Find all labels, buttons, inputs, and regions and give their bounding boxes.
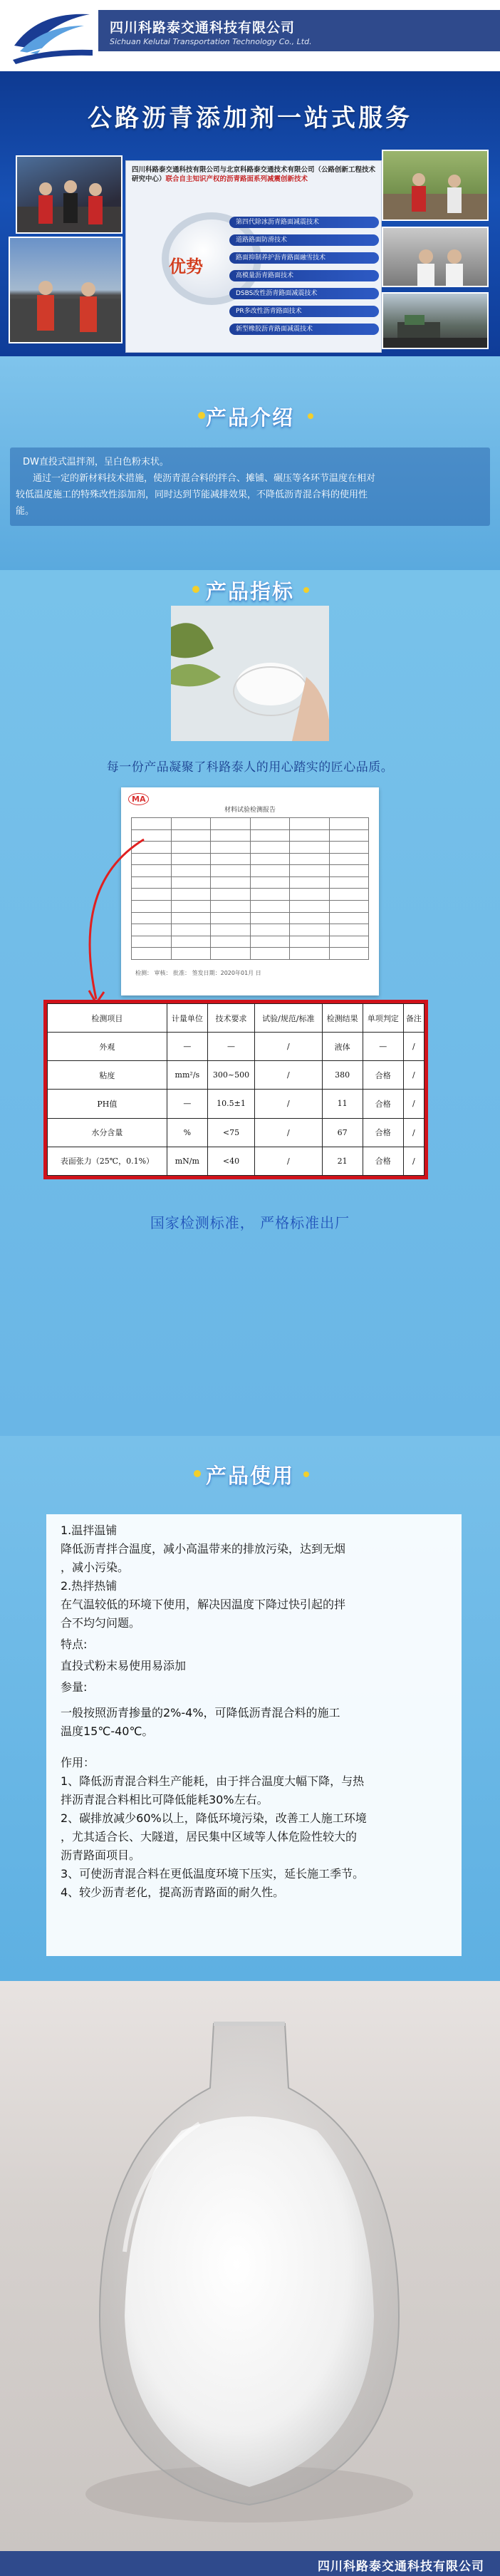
table-row (48, 1033, 425, 1061)
table-cell: 合格 (363, 1090, 403, 1118)
table-cell: / (255, 1118, 322, 1147)
technology-item: 道路路面防滑技术 (229, 234, 379, 246)
technology-item: 第四代除冰沥青路面减震技术 (229, 217, 379, 228)
table-cell: / (403, 1118, 424, 1147)
intro-line: 能。 (16, 506, 35, 517)
product-spec-section (0, 570, 500, 1436)
table-cell: — (363, 1033, 403, 1061)
usage-line: 参量: (61, 1680, 88, 1694)
table-header-cell: 计量单位 (167, 1004, 207, 1033)
usage-line: 4、较少沥青老化，提高沥青路面的耐久性。 (61, 1886, 285, 1899)
technology-item: PR多改性沥青路面技术 (229, 306, 379, 317)
intro-text-box (10, 448, 490, 526)
product-jar-photo (0, 1981, 500, 2551)
usage-text-box (46, 1514, 462, 1956)
technology-item: 新型橡胶沥青路面减震技术 (229, 324, 379, 335)
table-cell: / (255, 1061, 322, 1090)
usage-line: 在气温较低的环境下使用，解决因温度下降过快引起的拌 (61, 1598, 346, 1611)
table-cell: 表面张力（25℃，0.1%） (48, 1147, 167, 1175)
table-cell: — (167, 1033, 207, 1061)
table-cell: 67 (322, 1118, 363, 1147)
technology-item: 路面抑制养护沥青路面融雪技术 (229, 252, 379, 264)
product-intro-section (0, 356, 500, 570)
intro-line: 通过一定的新材料技术措施，使沥青混合料的拌合、摊铺、碾压等各环节温度在相对 (33, 473, 376, 484)
table-cell: / (255, 1147, 322, 1175)
table-cell: 合格 (363, 1147, 403, 1175)
spec-table-frame (43, 1000, 428, 1179)
table-cell: / (403, 1147, 424, 1175)
table-cell: 合格 (363, 1118, 403, 1147)
hero-photo-road (382, 292, 489, 349)
card-title: 四川科路泰交通科技有限公司与北京科路泰交通技术有限公司（公路创新工程技术研究中心）联合自主知识产权的沥青路面系列减震创新技术 (132, 166, 376, 183)
footer-bar (0, 2551, 500, 2576)
table-cell: / (403, 1090, 424, 1118)
table-cell: <75 (207, 1118, 254, 1147)
table-cell: 外观 (48, 1033, 167, 1061)
spec-standard-text: 国家检测标准， 严格标准出厂 (150, 1214, 350, 1231)
usage-line: ，减小污染。 (61, 1561, 130, 1574)
table-row (48, 1147, 425, 1175)
usage-line: 合不均匀问题。 (61, 1616, 141, 1630)
hero-title: 公路沥青添加剂一站式服务 (88, 104, 412, 133)
table-cell: — (207, 1033, 254, 1061)
card-title-highlight: 联合自主知识产权的沥青路面系列减震创新技术 (165, 175, 308, 183)
table-cell: mN/m (167, 1147, 207, 1175)
company-name-cn: 四川科路泰交通科技有限公司 (110, 20, 296, 36)
table-header-cell: 试验/规范/标准 (255, 1004, 322, 1033)
usage-line: 1.温拌温铺 (61, 1524, 118, 1537)
product-usage-section (0, 1436, 500, 1981)
usage-line: 温度15℃-40℃。 (61, 1724, 154, 1738)
table-row (48, 1061, 425, 1090)
usage-line: 特点: (61, 1638, 88, 1651)
technology-list (229, 217, 379, 341)
table-cell: / (403, 1061, 424, 1090)
hero-banner (0, 71, 500, 356)
table-cell: / (255, 1090, 322, 1118)
table-row (48, 1118, 425, 1147)
usage-line: 沥青路面项目。 (61, 1848, 141, 1862)
table-cell: mm²/s (167, 1061, 207, 1090)
table-header-cell: 备注 (403, 1004, 424, 1033)
usage-line: 降低沥青拌合温度，减小高温带来的排放污染，达到无烟 (61, 1542, 346, 1556)
table-cell: % (167, 1118, 207, 1147)
footer-company-name: 四川科路泰交通科技有限公司 (318, 2560, 484, 2574)
company-logo (10, 4, 95, 66)
report-signature-line: 检测： 审核： 批准： 签发日期：2020年01月 日 (135, 970, 261, 976)
usage-line: 1、降低沥青混合料生产能耗，由于拌合温度大幅下降，与热 (61, 1774, 365, 1788)
technology-item: DSBS改性沥青路面减震技术 (229, 288, 379, 299)
table-header-cell: 单项判定 (363, 1004, 403, 1033)
usage-line: ，尤其适合长、大隧道，居民集中区域等人体危险性较大的 (61, 1830, 358, 1843)
table-header-cell: 检测结果 (322, 1004, 363, 1033)
technology-item: 高模量沥青路面技术 (229, 270, 379, 281)
report-title: 材料试验检测报告 (224, 807, 276, 814)
hero-photo-lab (382, 227, 489, 287)
table-cell: 10.5±1 (207, 1090, 254, 1118)
spec-caption: 每一份产品凝聚了科路泰人的用心踏实的匠心品质。 (106, 760, 394, 775)
table-header-cell: 技术要求 (207, 1004, 254, 1033)
table-cell: 21 (322, 1147, 363, 1175)
pointer-arrow-icon (64, 834, 150, 1008)
table-cell: 11 (322, 1090, 363, 1118)
table-cell: 300~500 (207, 1061, 254, 1090)
company-name-bar (98, 10, 500, 51)
intro-title: 产品介绍 (205, 405, 294, 430)
test-report-document (121, 787, 379, 995)
company-name-en: Sichuan Kelutai Transportation Technology Co., Ltd. (110, 37, 312, 46)
usage-line: 直投式粉末易使用易添加 (61, 1659, 187, 1672)
usage-line: 3、可使沥青混合料在更低温度环境下压实，延长施工季节。 (61, 1867, 365, 1881)
table-cell: 水分含量 (48, 1118, 167, 1147)
table-row (48, 1090, 425, 1118)
hero-photo-field (382, 150, 489, 221)
table-header-cell: 检测项目 (48, 1004, 167, 1033)
product-powder-photo (171, 606, 329, 741)
usage-line: 拌沥青混合料相比可降低能耗30%左右。 (61, 1793, 269, 1806)
table-cell: 合格 (363, 1061, 403, 1090)
intro-line: DW直投式温拌剂，呈白色粉末状。 (23, 457, 169, 467)
usage-line: 2、碳排放减少60%以上，降低环境污染，改善工人施工环境 (61, 1811, 367, 1825)
report-table (131, 817, 369, 960)
table-cell: 380 (322, 1061, 363, 1090)
spec-title: 产品指标 (205, 579, 294, 604)
usage-line: 一般按照沥青掺量的2%-4%，可降低沥青混合料的施工 (61, 1706, 340, 1719)
intro-line: 较低温度施工的特殊改性添加剂，同时达到节能减排效果，不降低沥青混合料的使用性 (16, 490, 368, 500)
usage-line: 作用： (61, 1756, 95, 1769)
advantage-card (125, 160, 382, 353)
table-cell: 粘度 (48, 1061, 167, 1090)
report-stamp: MA (128, 793, 149, 805)
spec-table (47, 1003, 425, 1176)
table-cell: / (403, 1033, 424, 1061)
table-cell: PH值 (48, 1090, 167, 1118)
table-cell: / (255, 1033, 322, 1061)
usage-title: 产品使用 (205, 1464, 294, 1488)
table-cell: <40 (207, 1147, 254, 1175)
hero-photo-paving (9, 237, 123, 343)
table-header-row (48, 1004, 425, 1033)
table-cell: — (167, 1090, 207, 1118)
table-cell: 液体 (322, 1033, 363, 1061)
advantage-label: 优势 (169, 257, 203, 276)
usage-line: 2.热拌热铺 (61, 1579, 118, 1593)
hero-photo-team (16, 155, 123, 234)
brand-header (0, 0, 500, 71)
